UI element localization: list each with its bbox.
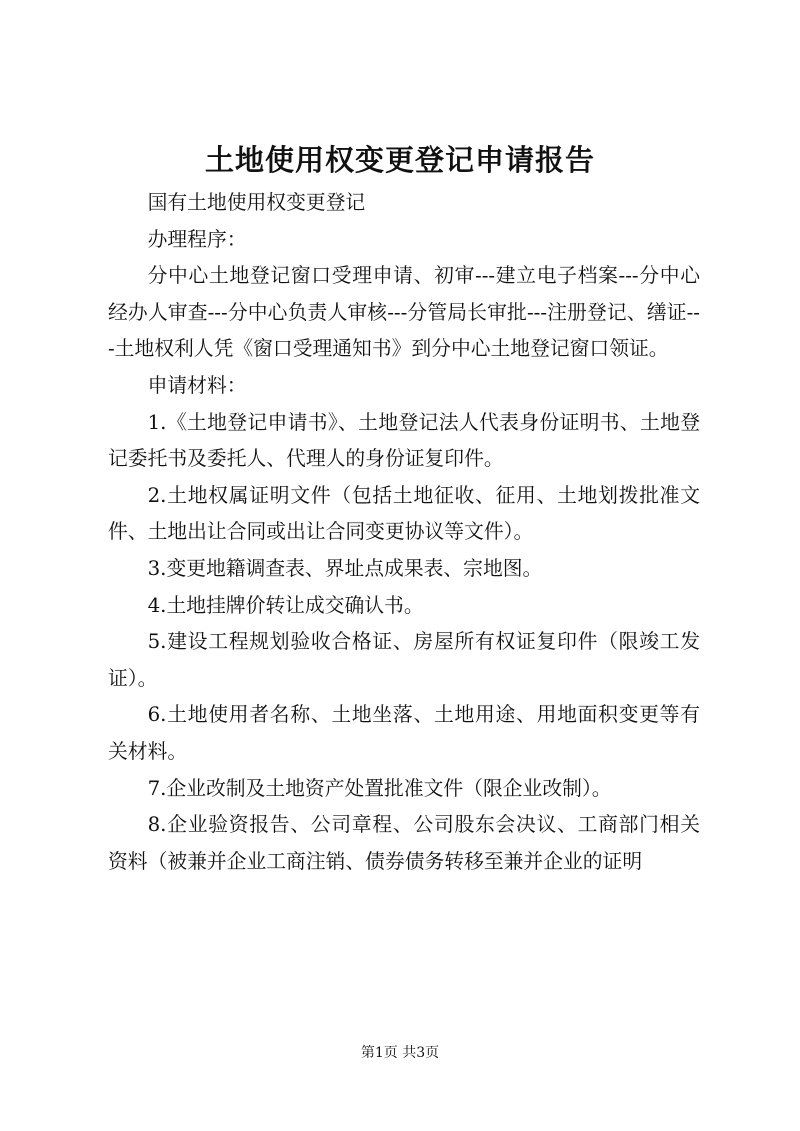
paragraph-procedure-heading: 办理程序： xyxy=(147,227,247,251)
document-body xyxy=(108,185,700,880)
paragraph-item-2: 2.土地权属证明文件（包括土地征收、征用、土地划拨批准文件、土地出让合同或出让合同变更协议等文件）。 xyxy=(108,483,700,544)
paragraph-item-6: 6.土地使用者名称、土地坐落、土地用途、用地面积变更等有关材料。 xyxy=(108,703,700,763)
paragraph-item-1: 1.《土地登记申请书》、土地登记法人代表身份证明书、土地登记委托书及委托人、代理人的身份证复印件。 xyxy=(108,410,700,471)
document-title: 土地使用权变更登记申请报告 xyxy=(204,143,595,177)
paragraph-item-4: 4.土地挂牌价转让成交确认书。 xyxy=(147,593,424,617)
paragraph-item-3: 3.变更地籍调查表、界址点成果表、宗地图。 xyxy=(147,556,543,580)
paragraph-materials-heading: 申请材料： xyxy=(147,373,247,397)
paragraph-subtitle: 国有土地使用权变更登记 xyxy=(147,191,366,214)
paragraph-item-8: 8.企业验资报告、公司章程、公司股东会决议、工商部门相关资料（被兼并企业工商注销、债券债务转移至兼并企业的证明 xyxy=(108,813,700,873)
page-number: 第1页 共3页 xyxy=(360,1045,440,1061)
paragraph-item-5: 5.建设工程规划验收合格证、房屋所有权证复印件（限竣工发证）。 xyxy=(108,630,700,690)
paragraph-item-7: 7.企业改制及土地资产处置批准文件（限企业改制）。 xyxy=(147,776,612,800)
paragraph-procedure: 分中心土地登记窗口受理申请、初审---建立电子档案---分中心经办人审查---分中心负责人审核---分管局长审批---注册登记、缮证---土地权利人凭《窗口受理通知书》到分中心土地登记窗口领证。 xyxy=(108,264,700,361)
